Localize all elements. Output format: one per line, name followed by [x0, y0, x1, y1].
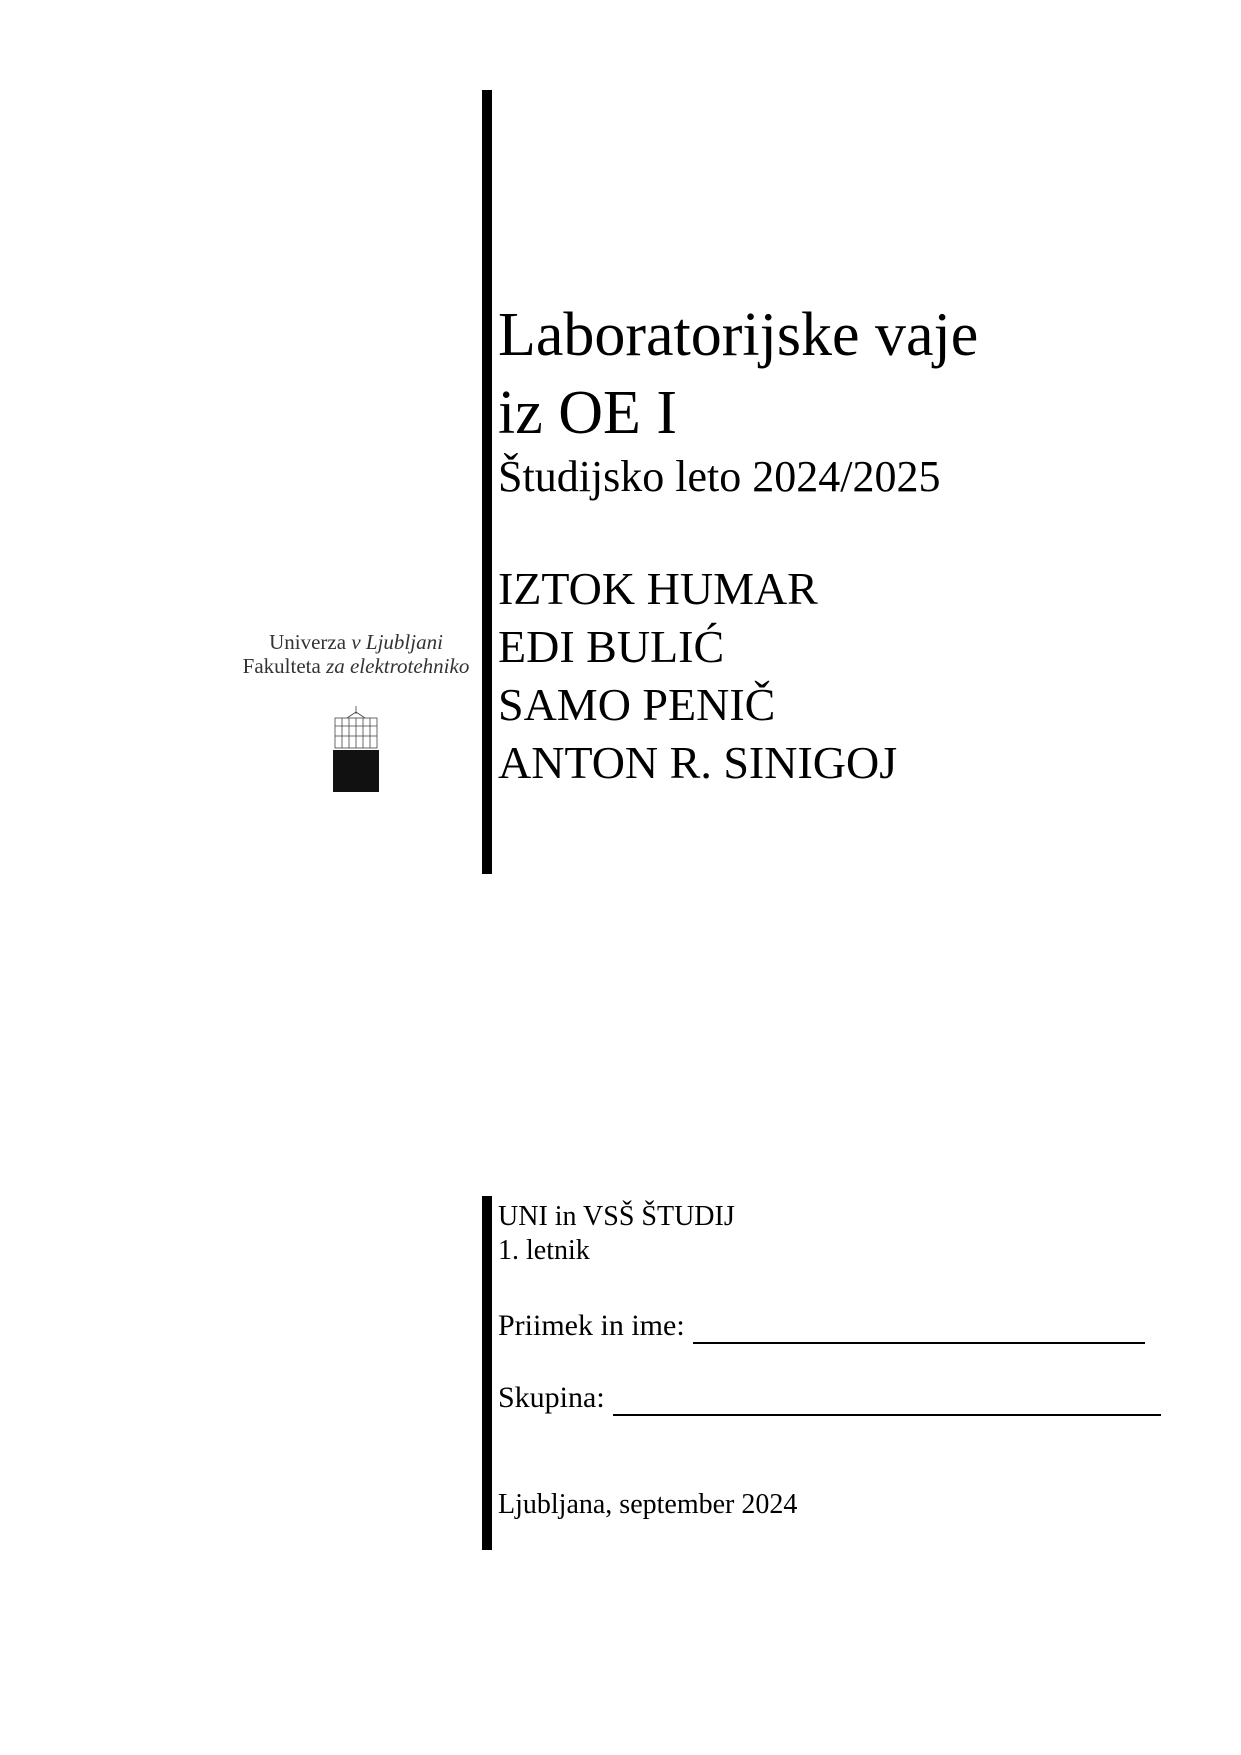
- author-name: ANTON R. SINIGOJ: [498, 737, 898, 788]
- study-program: UNI in VSŠ ŠTUDIJ: [498, 1201, 735, 1232]
- academic-year: Študijsko leto 2024/2025: [498, 452, 941, 501]
- author-list: [498, 560, 897, 792]
- logo-text-italic: v Ljubljani: [351, 630, 443, 654]
- logo-text: Fakulteta: [242, 654, 321, 678]
- name-field-label: Priimek in ime:: [498, 1309, 685, 1342]
- faculty-logo: [236, 630, 476, 797]
- program-info: [498, 1200, 735, 1268]
- document-title: [498, 296, 978, 452]
- logo-faculty-line: [236, 654, 476, 678]
- title-line-1: Laboratorijske vaje: [498, 301, 979, 369]
- author-name: EDI BULIĆ: [498, 621, 725, 672]
- logo-university-line: [236, 630, 476, 654]
- group-field-label: Skupina:: [498, 1381, 605, 1414]
- vertical-bar-bottom: [482, 1196, 492, 1550]
- title-line-2: iz OE I: [498, 379, 678, 447]
- author-name: IZTOK HUMAR: [498, 563, 818, 614]
- building-emblem-icon: [333, 704, 379, 797]
- group-field: [498, 1380, 1161, 1416]
- place-and-date: Ljubljana, september 2024: [498, 1489, 798, 1520]
- study-year: 1. letnik: [498, 1235, 590, 1266]
- logo-text-italic: za elektrotehniko: [326, 654, 470, 678]
- group-blank-line: [613, 1384, 1161, 1416]
- logo-text: Univerza: [269, 630, 347, 654]
- vertical-bar-top: [482, 90, 492, 874]
- name-field: [498, 1308, 1145, 1344]
- author-name: SAMO PENIČ: [498, 679, 776, 730]
- name-blank-line: [693, 1312, 1145, 1344]
